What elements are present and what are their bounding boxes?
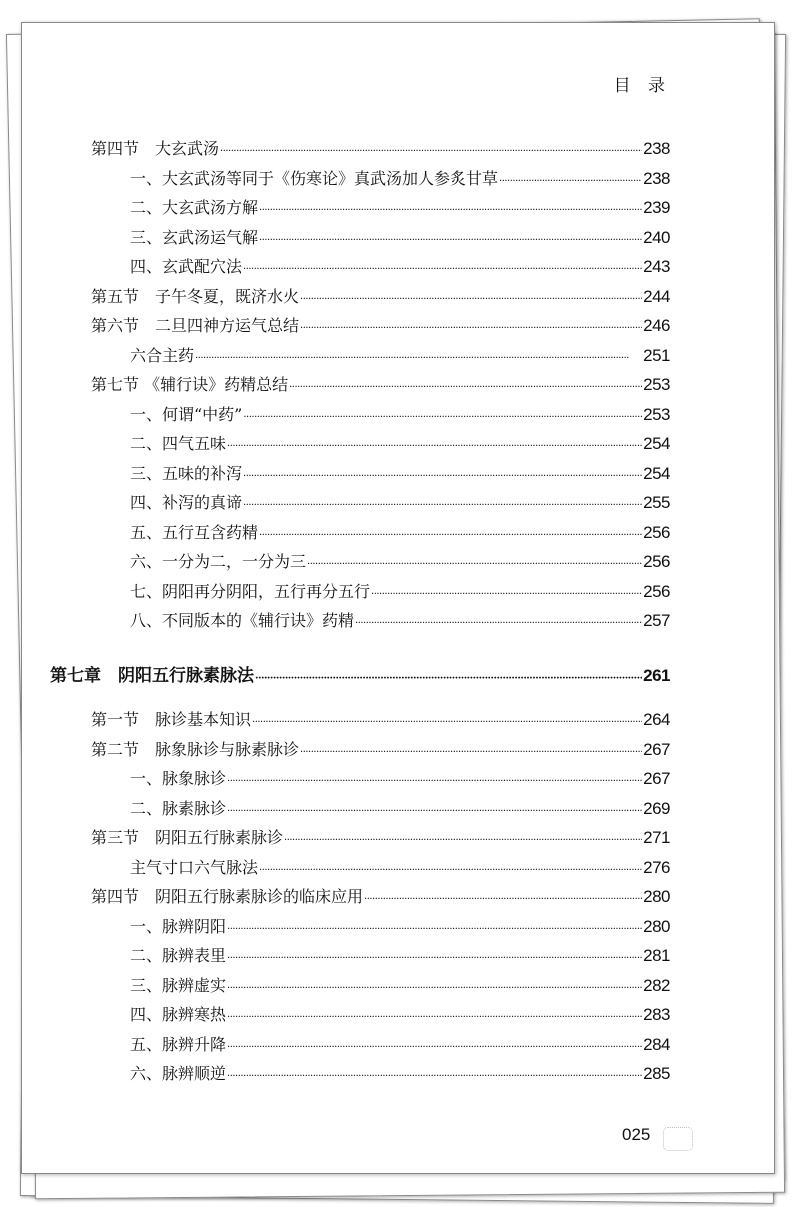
toc-page-number: 243 [643, 257, 670, 276]
toc-subsection[interactable] [130, 941, 670, 970]
toc-subsection[interactable] [130, 606, 670, 635]
toc-subsection[interactable] [130, 193, 670, 222]
toc-title: 一、大玄武汤等同于《伤寒论》真武汤加人参炙甘草 [130, 168, 499, 188]
leader-dots [243, 491, 642, 520]
toc-section[interactable] [91, 735, 670, 764]
toc-page-number: 254 [643, 463, 670, 483]
toc-title: 四、玄武配穴法 [130, 257, 243, 276]
toc-title: 第四节 阴阳五行脉素脉诊的临床应用 [91, 887, 364, 906]
toc-section[interactable] [91, 882, 670, 911]
toc-subsection[interactable] [130, 164, 670, 193]
toc-page-number: 254 [643, 434, 670, 453]
leader-dots [227, 767, 642, 796]
leader-dots [243, 255, 642, 284]
leader-dots [355, 609, 642, 638]
leader-dots [307, 550, 642, 579]
toc-title: 三、玄武汤运气解 [130, 227, 259, 247]
toc-section[interactable] [91, 134, 670, 163]
toc-page-number: 251 [643, 345, 670, 365]
leader-dots [284, 826, 642, 855]
toc-title: 第一节 脉诊基本知识 [91, 710, 252, 729]
leader-dots [243, 403, 642, 432]
toc-title: 六、一分为二，一分为三 [130, 552, 307, 571]
running-header: 目 录 [613, 76, 671, 96]
leader-dots [364, 885, 642, 914]
toc-page-number: 267 [643, 739, 670, 759]
toc-page-number: 257 [643, 611, 670, 630]
toc-subsection[interactable] [130, 223, 670, 252]
leader-dots [220, 137, 642, 166]
toc-title: 第七章 阴阳五行脉素脉法 [50, 666, 254, 686]
toc-page-number: 240 [643, 227, 670, 247]
toc-subsection[interactable] [130, 1059, 670, 1088]
leader-dots [227, 1003, 642, 1032]
toc-page-number: 269 [643, 798, 670, 818]
toc-page-number: 238 [643, 168, 670, 188]
toc-section[interactable] [91, 370, 670, 399]
toc-page-number: 276 [643, 857, 670, 877]
toc-title: 二、四气五味 [130, 434, 227, 453]
leader-dots [300, 285, 642, 314]
toc-page-number: 256 [643, 522, 670, 542]
toc-title: 二、脉素脉诊 [130, 798, 227, 818]
toc-subsection[interactable] [130, 1000, 670, 1029]
toc-subsection[interactable] [130, 518, 670, 547]
toc-subsection[interactable] [130, 429, 670, 458]
toc-page-number: 261 [643, 666, 670, 685]
leader-dots [259, 521, 642, 550]
leader-dots [227, 915, 642, 944]
toc-title: 二、大玄武汤方解 [130, 198, 259, 217]
toc-title: 主气寸口六气脉法 [130, 857, 259, 877]
toc-page-number: 284 [643, 1034, 670, 1054]
toc-page-number: 256 [643, 581, 670, 601]
toc-section[interactable] [91, 823, 670, 852]
toc-page-number: 246 [643, 316, 670, 335]
toc-subsection[interactable] [130, 252, 670, 281]
toc-section[interactable] [91, 705, 670, 734]
toc-title: 三、五味的补泻 [130, 463, 243, 483]
toc-page-number: 285 [643, 1064, 670, 1083]
toc-title: 第六节 二旦四神方运气总结 [91, 316, 300, 335]
toc-title: 一、何谓“中药” [130, 404, 243, 424]
toc-chapter[interactable] [50, 661, 670, 690]
leader-dots [259, 196, 642, 225]
toc-subsection[interactable] [130, 912, 670, 941]
toc-title: 第七节 《辅行诀》药精总结 [91, 375, 289, 394]
toc-page-number: 282 [643, 975, 670, 995]
page-number: 025 [622, 1125, 651, 1144]
leader-dots [252, 708, 642, 737]
toc-page-number: 255 [643, 493, 670, 512]
leader-dots [300, 738, 642, 767]
leader-dots [227, 974, 642, 1003]
toc-title: 第二节 脉象脉诊与脉素脉诊 [91, 739, 300, 759]
toc-title: 八、不同版本的《辅行诀》药精 [130, 611, 355, 630]
toc-page-number: 239 [643, 198, 670, 217]
toc-page-number: 283 [643, 1005, 670, 1024]
toc-subsection[interactable] [130, 341, 670, 370]
leader-dots [227, 1033, 642, 1062]
toc-page-number: 281 [643, 946, 670, 965]
toc-title: 五、脉辨升降 [130, 1034, 227, 1054]
toc-page-number: 253 [643, 375, 670, 394]
toc-section[interactable] [91, 282, 670, 311]
toc-title: 第四节 大玄武汤 [91, 139, 220, 158]
toc-subsection[interactable] [130, 853, 670, 882]
leader-dots [499, 167, 642, 196]
toc-title: 一、脉辨阴阳 [130, 916, 227, 936]
toc-title: 一、脉象脉诊 [130, 769, 227, 788]
toc-page-number: 238 [643, 139, 670, 158]
toc-page-number: 264 [643, 710, 670, 729]
toc-subsection[interactable] [130, 794, 670, 823]
toc-page-number: 280 [643, 887, 670, 906]
toc-title: 七、阴阳再分阴阳，五行再分五行 [130, 581, 371, 601]
toc-subsection[interactable] [130, 459, 670, 488]
leader-dots [300, 314, 642, 343]
leader-dots [227, 432, 642, 461]
toc-title: 第五节 子午冬夏，既济水火 [91, 286, 300, 306]
toc-page-number: 267 [643, 769, 670, 788]
toc-section[interactable] [91, 311, 670, 340]
leader-dots [195, 344, 642, 373]
leader-dots [227, 1062, 642, 1091]
leader-dots [259, 856, 642, 885]
leader-dots [255, 664, 642, 693]
leader-dots [371, 580, 642, 609]
leader-dots [259, 226, 642, 255]
toc-title: 五、五行互含药精 [130, 522, 259, 542]
toc-subsection[interactable] [130, 400, 670, 429]
toc-title: 第三节 阴阳五行脉素脉诊 [91, 828, 284, 847]
toc-title: 四、补泻的真谛 [130, 493, 243, 512]
leader-dots [227, 944, 642, 973]
toc-page-number: 280 [643, 916, 670, 936]
toc-subsection[interactable] [130, 577, 670, 606]
leader-dots [243, 462, 642, 491]
toc-title: 二、脉辨表里 [130, 946, 227, 965]
toc-page-number: 244 [643, 286, 670, 306]
toc-subsection[interactable] [130, 488, 670, 517]
toc-title: 六、脉辨顺逆 [130, 1064, 227, 1083]
toc-title: 四、脉辨寒热 [130, 1005, 227, 1024]
leader-dots [289, 373, 642, 402]
leader-dots [227, 797, 642, 826]
toc-page-number: 253 [643, 404, 670, 424]
toc-page [21, 22, 775, 1174]
toc-title: 三、脉辨虚实 [130, 975, 227, 995]
toc-page-number: 256 [643, 552, 670, 571]
toc-page-number: 271 [643, 828, 670, 847]
watermark-stamp [663, 1127, 693, 1151]
toc-subsection[interactable] [130, 764, 670, 793]
toc-title: 六合主药 [130, 345, 195, 365]
toc-subsection[interactable] [130, 547, 670, 576]
toc-subsection[interactable] [130, 971, 670, 1000]
toc-subsection[interactable] [130, 1030, 670, 1059]
